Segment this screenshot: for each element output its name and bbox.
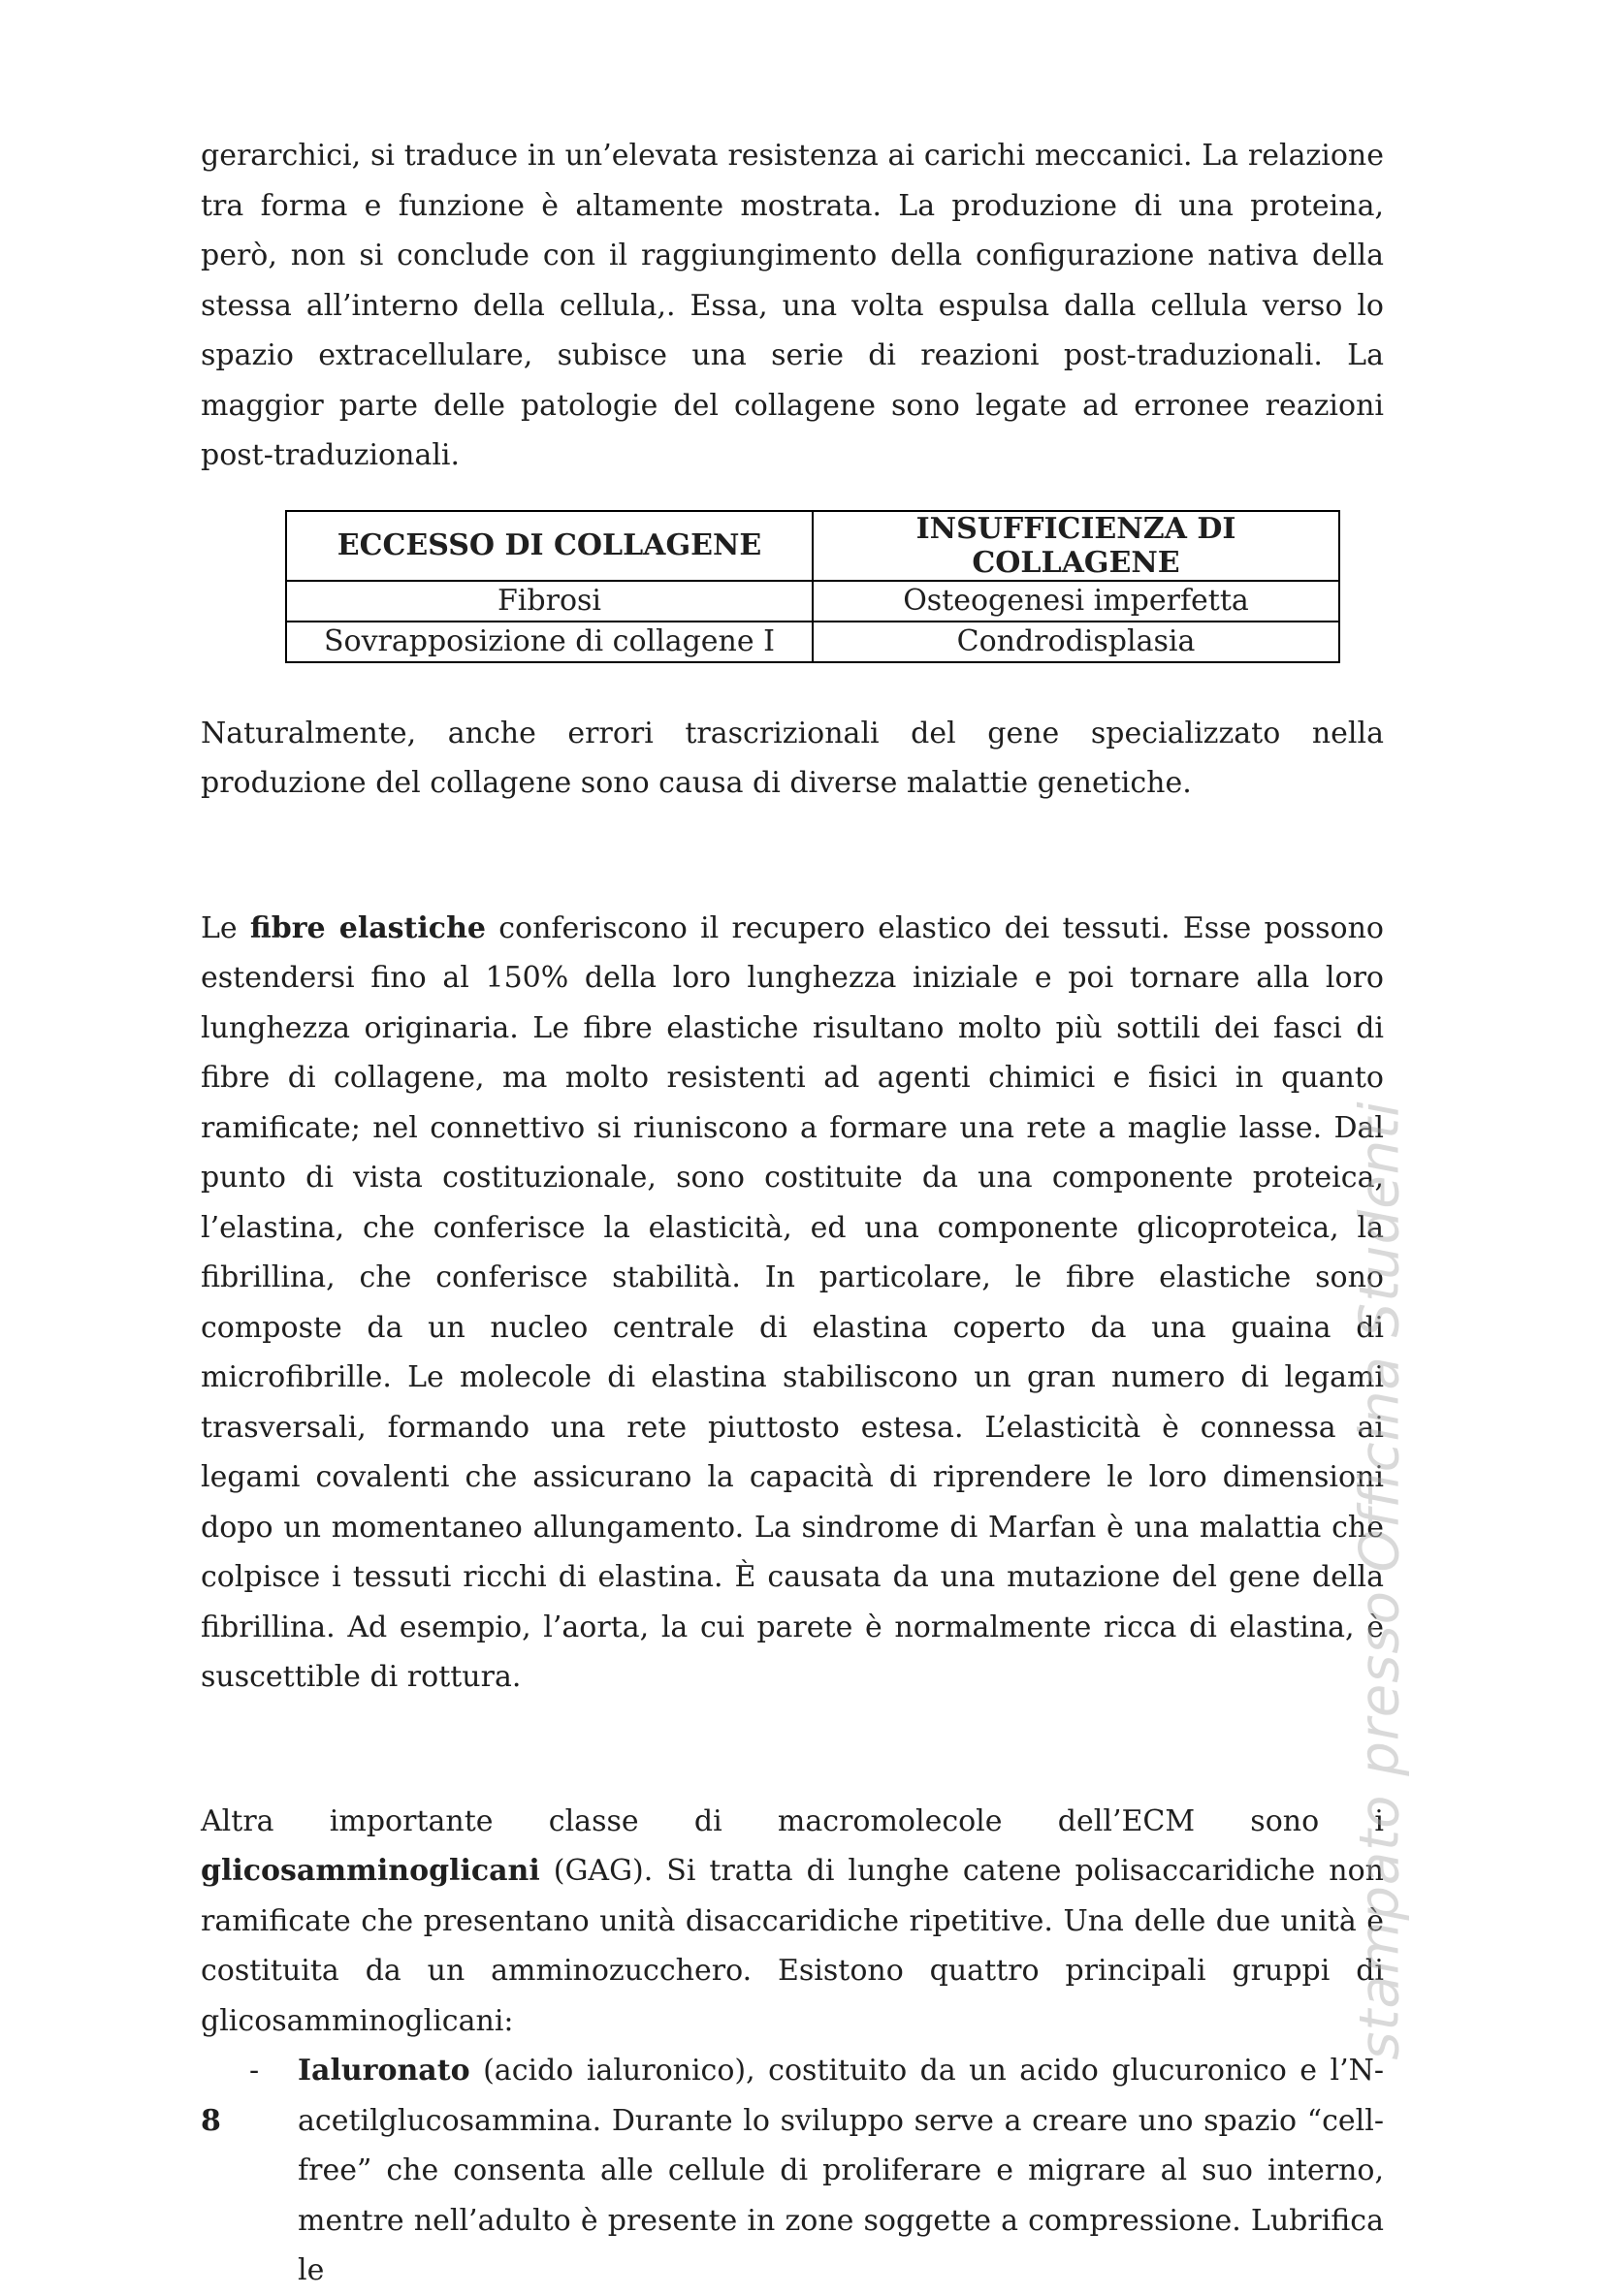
table-cell: Condrodisplasia xyxy=(813,622,1339,662)
gag-lead: Altra importante classe di macromolecole dell’ECM sono i xyxy=(201,1803,1384,1838)
table-cell: Sovrapposizione di collagene I xyxy=(286,622,813,662)
table-cell: Osteogenesi imperfetta xyxy=(813,581,1339,622)
page-number: 8 xyxy=(201,2104,221,2138)
table-header-excess: ECCESSO DI COLLAGENE xyxy=(286,511,813,581)
elastic-text: conferiscono il recupero elastico dei tessuti. Esse possono estendersi fino al 150% della loro lunghezza iniziale e poi tornare alla loro lunghezza originaria. Le fibre elastiche risultano molto più sottili dei fasci di fibre di collagene, ma molto resistenti ad agenti chimici e fisici in quanto ramificate; nel connettivo si riuniscono a formare una rete a maglie lasse. Dal punto di vista costituzionale, sono costituite da una componente proteica, l’elastina, che conferisce la elasticità, ed una componente glicoproteica, la fibrillina, che conferisce stabilità. In particolare, le fibre elastiche sono composte da un nucleo centrale di elastina coperto da una guaina di microfibrille. Le molecole di elastina stabiliscono un gran numero di legami trasversali, formando una rete piuttosto estesa. L’elasticità è connessa ai legami covalenti che assicurano la capacità di riprendere le loro dimensioni dopo un momentaneo allungamento. La sindrome di Marfan è una malattia che colpisce i tessuti ricchi di elastina. È causata da una mutazione del gene della fibrillina. Ad esempio, l’aorta, la cui parete è normalmente ricca di elastina, è suscettible di rottura. xyxy=(201,910,1384,1694)
watermark-text: stampato presso Officina Studenti xyxy=(1348,1100,1412,2060)
list-dash: - xyxy=(249,2054,260,2088)
gag-term: glicosamminoglicani xyxy=(201,1854,540,1888)
gag-list xyxy=(201,2046,1384,2296)
table-header-row xyxy=(286,511,1339,581)
gag-paragraph xyxy=(201,1797,1384,2047)
list-item-body: (acido ialuronico), costituito da un acido glucuronico e l’N-acetilglucosammina. Durante lo sviluppo serve a creare uno spazio “cell-free” che consenta alle cellule di proliferare e migrare al suo interno, mentre nell’adulto è presente in zone soggette a compressione. Lubrifica le xyxy=(298,2054,1384,2287)
page-body xyxy=(201,131,1384,2296)
table-row xyxy=(286,581,1339,622)
watermark xyxy=(1341,1100,1419,2060)
collagen-table-wrapper xyxy=(285,510,1340,663)
genetic-paragraph: Naturalmente, anche errori trascrizionali del gene specializzato nella produzione del collagene sono causa di diverse malattie genetiche. xyxy=(201,716,1384,800)
elastic-term: fibre elastiche xyxy=(249,910,486,945)
list-item xyxy=(201,2046,1384,2296)
elastic-lead: Le xyxy=(201,910,250,945)
collagen-table xyxy=(285,510,1340,663)
intro-paragraph: gerarchici, si traduce in un’elevata resistenza ai carichi meccanici. La relazione tra forma e funzione è altamente mostrata. La produzione di una proteina, però, non si conclude con il raggiungimento della configurazione nativa della stessa all’interno della cellula,. Essa, una volta espulsa dalla cellula verso lo spazio extracellulare, subisce una serie di reazioni post-traduzionali. La maggior parte delle patologie del collagene sono legate ad erronee reazioni post-traduzionali. xyxy=(201,139,1384,472)
table-cell: Fibrosi xyxy=(286,581,813,622)
elastic-fibres-paragraph xyxy=(201,904,1384,1703)
list-item-term: Ialuronato xyxy=(298,2054,470,2088)
gag-text: (GAG). Si tratta di lunghe catene polisaccaridiche non ramificate che presentano unità disaccaridiche ripetitive. Una delle due unità è costituita da un amminozucchero. Esistono quattro principali gruppi di glicosamminoglicani: xyxy=(201,1854,1384,2038)
table-row xyxy=(286,622,1339,662)
table-header-deficiency: INSUFFICIENZA DI COLLAGENE xyxy=(813,511,1339,581)
list-item-text xyxy=(298,2046,1384,2296)
